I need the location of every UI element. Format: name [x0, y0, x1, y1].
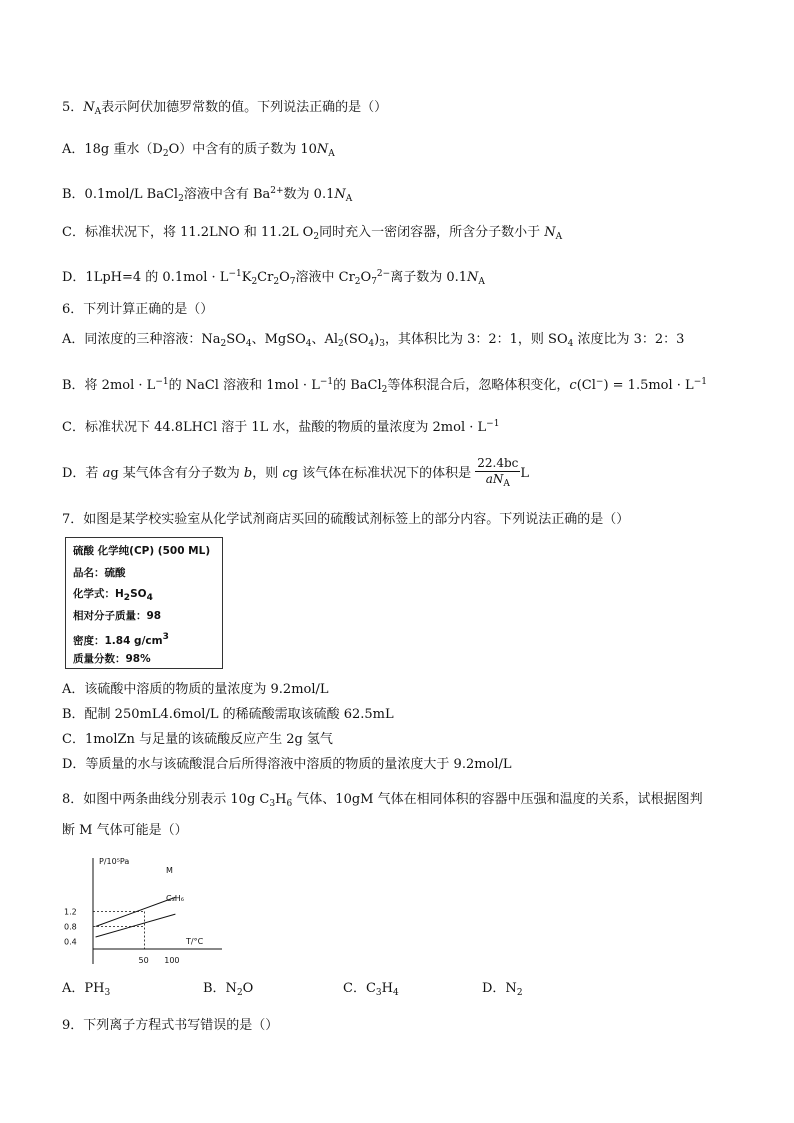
label-line-5: 密度：1.84 g/cm3 — [73, 632, 169, 647]
q7-option-a: A．该硫酸中溶质的物质的量浓度为 9.2mol/L — [62, 682, 329, 697]
q6-option-c: C．标准状况下 44.8LHCl 溶于 1L 水，盐酸的物质的量浓度为 $2mol \cdot L^{-1}$ — [62, 419, 500, 435]
q5-option-b: B．0.1mol/L BaCl$_2$溶液中含有 $Ba^{2+}$数为 $0.1N_A$ — [62, 186, 353, 204]
y-tick-label: 1.2 — [64, 907, 77, 917]
q8-option-a: A．$PH_3$ — [62, 981, 111, 998]
q6-stem: 6．下列计算正确的是（） — [62, 302, 214, 317]
q8-stem: 8．如图中两条曲线分别表示 10g $C_3H_6$ 气体、10gM 气体在相同体积的容器中压强和温度的关系，试根据图判 — [62, 792, 703, 809]
q9-stem: 9．下列离子方程式书写错误的是（） — [62, 1018, 279, 1033]
q5-option-c: C．标准状况下，将 11.2LNO 和 11.2L $O_2$同时充入一密闭容器，所含分子数小于 $N_A$ — [62, 225, 563, 242]
q7-option-c: C．1molZn 与足量的该硫酸反应产生 2g 氢气 — [62, 732, 333, 747]
q5-stem: 5．$N_A$表示阿伏加德罗常数的值。下列说法正确的是（） — [62, 100, 388, 117]
y-tick-label: 0.4 — [64, 937, 77, 947]
q6-option-a: A．同浓度的三种溶液：$Na_2SO_4$、MgSO$_4$、$Al_2(SO_4)_3$，其体积比为 3：2：1，则 $SO_4$ 浓度比为 3：2：3 — [62, 332, 685, 349]
series-line-c3h6 — [96, 914, 176, 937]
series-label-m: M — [166, 866, 173, 875]
label-line-1: 硫酸 化学纯(CP) (500 ML) — [73, 545, 211, 557]
label-line-2: 品名：硫酸 — [73, 566, 126, 579]
q6-option-d: D．若 ag 某气体含有分子数为 b，则 cg 该气体在标准状况下的体积是 $\frac{22.4bc}{aN_A}$ L — [62, 454, 529, 494]
x-axis-label: T/°C — [186, 937, 204, 946]
q8-option-b: B．$N_2O$ — [203, 981, 254, 998]
series-label-c3h6: C₃H₆ — [166, 894, 185, 903]
pressure-temperature-chart — [62, 852, 232, 970]
y-axis-label: P/10⁵Pa — [99, 857, 130, 866]
q7-option-b: B．配制 250mL4.6mol/L 的稀硫酸需取该硫酸 62.5mL — [62, 707, 394, 722]
x-tick-label: 100 — [164, 956, 180, 965]
q8-option-c: C．$C_3H_4$ — [343, 981, 399, 998]
x-tick-label: 50 — [138, 956, 149, 965]
y-tick-label: 0.8 — [64, 922, 77, 932]
q5-option-a: A．18g 重水$(D_2O)$中含有的质子数为 $10N_A$ — [62, 142, 335, 159]
label-line-6: 质量分数：98% — [73, 652, 151, 665]
q5-option-d: D．1LpH=4 的 $0.1mol \cdot L^{-1}K_2Cr_2O_7$溶液中 $Cr_2O_7^{2-}$离子数为 $0.1N_A$ — [62, 269, 485, 287]
q5-number: 5． — [62, 100, 84, 115]
label-line-3: 化学式：H2SO4 — [73, 588, 153, 603]
q8-stem-line2: 断 M 气体可能是（） — [62, 823, 188, 838]
q7-option-d: D．等质量的水与该硫酸混合后所得溶液中溶质的物质的量浓度大于 9.2mol/L — [62, 757, 512, 772]
series-line-m — [96, 897, 176, 926]
reagent-label — [65, 537, 223, 669]
volume-fraction: $\frac{22.4bc}{aN_A}$ — [477, 455, 519, 489]
q7-stem: 7．如图是某学校实验室从化学试剂商店买回的硫酸试剂标签上的部分内容。下列说法正确的是（） — [62, 512, 630, 527]
q8-option-d: D．$N_2$ — [482, 981, 523, 998]
label-line-4: 相对分子质量：98 — [73, 609, 162, 622]
q6-option-b: B．将 $2mol \cdot L^{-1}$的 NaCl 溶液和 $1mol \cdot L^{-1}$的 BaCl$_2$等体积混合后，忽略体积变化，$c(Cl^-) = 1.5mol \cdot L^{-1}$ — [62, 377, 707, 395]
